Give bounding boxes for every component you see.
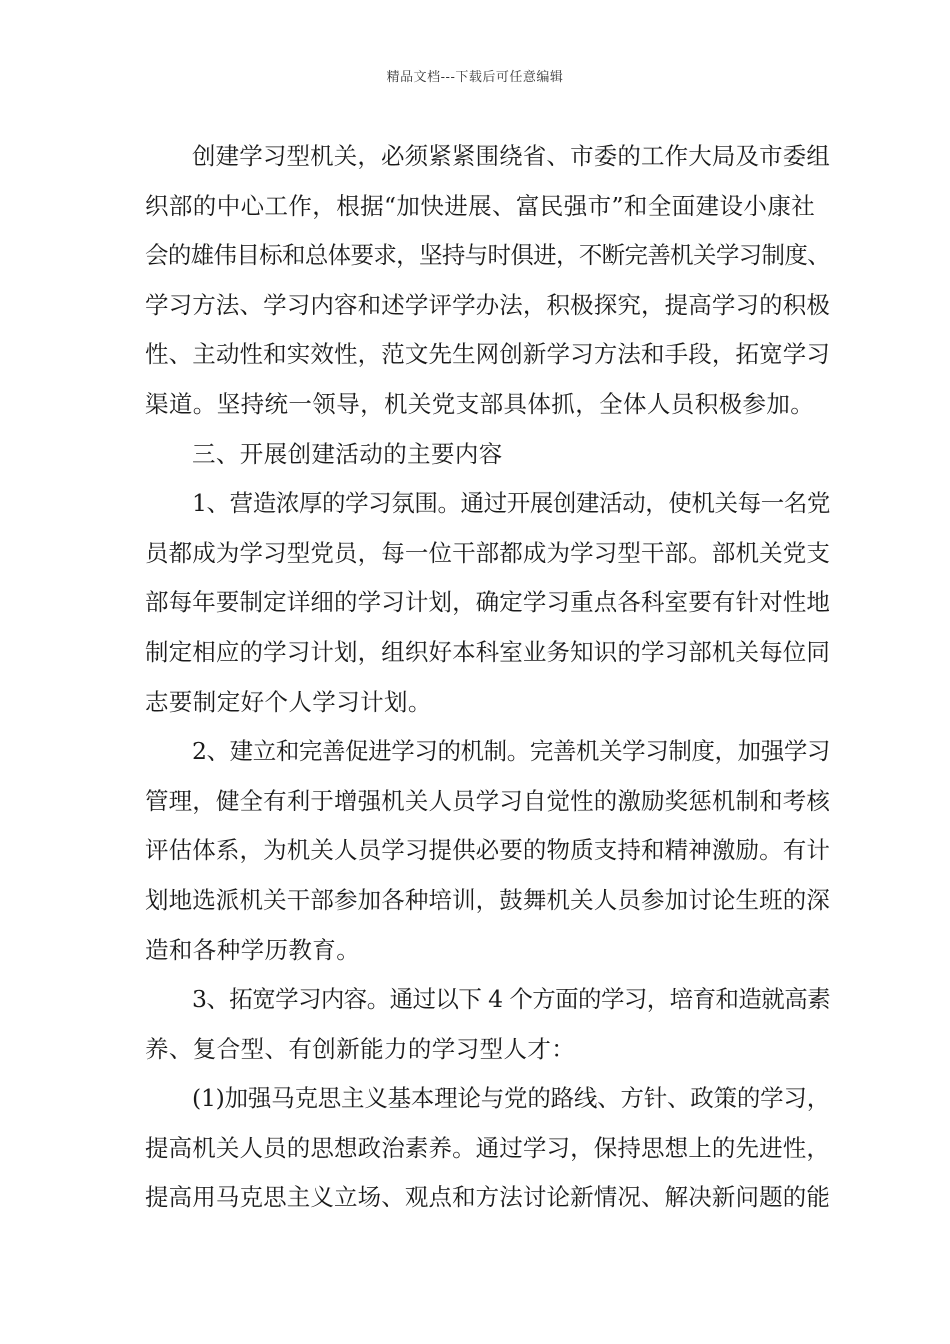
text-line: 渠道。坚持统一领导，机关党支部具体抓，全体人员积极参加。 (145, 389, 815, 418)
text-line: 提高用马克思主义立场、观点和方法讨论新情况、解决新问题的能 (145, 1183, 830, 1212)
text-line: 2、建立和完善促进学习的机制。完善机关学习制度，加强学习 (192, 737, 830, 766)
text-line: 志要制定好个人学习计划。 (145, 687, 432, 716)
text-line: 评估体系，为机关人员学习提供必要的物质支持和精神激励。有计 (145, 836, 830, 865)
text-line: 会的雄伟目标和总体要求，坚持与时俱进，不断完善机关学习制度、 (145, 241, 830, 270)
text-line: 造和各种学历教育。 (145, 935, 361, 964)
text-line: 织部的中心工作，根据“加快进展、富民强市”和全面建设小康社 (145, 191, 816, 220)
text-line: (1)加强马克思主义基本理论与党的路线、方针、政策的学习， (192, 1084, 830, 1113)
document-body (145, 132, 830, 1223)
text-line: 3、拓宽学习内容。通过以下 4 个方面的学习，培育和造就高素 (192, 985, 830, 1014)
text-line: 制定相应的学习计划，组织好本科室业务知识的学习部机关每位同 (145, 637, 830, 666)
text-line: 创建学习型机关，必须紧紧围绕省、市委的工作大局及市委组 (192, 142, 830, 170)
text-line: 三、开展创建活动的主要内容 (192, 439, 503, 468)
text-line: 员都成为学习型党员，每一位干部都成为学习型干部。部机关党支 (145, 538, 830, 567)
text-line: 学习方法、学习内容和述学评学办法，积极探究，提高学习的积极 (145, 290, 830, 319)
text-line: 性、主动性和实效性，范文先生网创新学习方法和手段，拓宽学习 (145, 340, 830, 369)
text-line: 养、复合型、有创新能力的学习型人才： (145, 1034, 576, 1063)
text-line: 部每年要制定详细的学习计划，确定学习重点各科室要有针对性地 (145, 588, 830, 617)
text-line: 划地选派机关干部参加各种培训，鼓舞机关人员参加讨论生班的深 (145, 885, 830, 914)
text-line: 提高机关人员的思想政治素养。通过学习，保持思想上的先进性， (145, 1133, 830, 1162)
text-line: 管理，健全有利于增强机关人员学习自觉性的激励奖惩机制和考核 (145, 786, 830, 815)
page-header: 精品文档---下载后可任意编辑 (386, 70, 564, 85)
text-line: 1、营造浓厚的学习氛围。通过开展创建活动，使机关每一名党 (192, 489, 830, 518)
